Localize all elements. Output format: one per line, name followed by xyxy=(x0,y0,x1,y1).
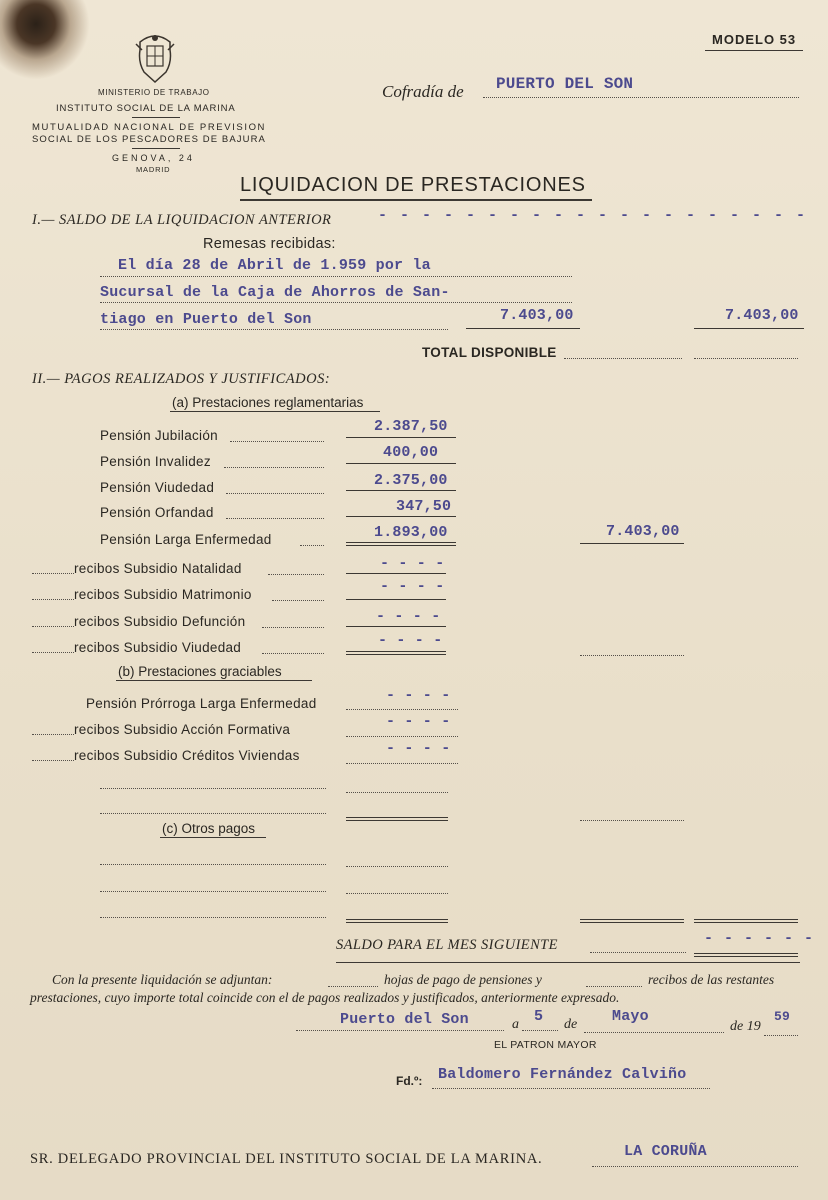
value-subsidio-viudedad: - - - - xyxy=(378,632,443,649)
fill-line xyxy=(592,1166,798,1167)
fill-line xyxy=(346,709,458,710)
fill-line xyxy=(230,441,324,442)
title-underline xyxy=(240,199,592,201)
label-prorroga-larga-enfermedad: Pensión Prórroga Larga Enfermedad xyxy=(86,696,317,711)
ministry-line-3: MUTUALIDAD NACIONAL DE PREVISION xyxy=(32,122,267,133)
fdo-label: Fd.º: xyxy=(396,1074,423,1088)
fill-line xyxy=(100,813,326,814)
amount-line xyxy=(694,328,804,329)
page-title: LIQUIDACION DE PRESTACIONES xyxy=(240,174,586,196)
ministry-line-2: INSTITUTO SOCIAL DE LA MARINA xyxy=(56,103,236,114)
label-subsidio-defuncion: recibos Subsidio Defunción xyxy=(74,614,246,629)
value-subsidio-defuncion: - - - - xyxy=(376,608,441,625)
amount-double-line xyxy=(346,919,448,923)
adjuntan-text-3: recibos de las restantes xyxy=(648,972,775,987)
label-pension-invalidez: Pensión Invalidez xyxy=(100,454,211,469)
fill-line xyxy=(32,599,74,600)
fill-line xyxy=(328,986,378,987)
amount-line xyxy=(346,573,446,574)
label-pension-jubilacion: Pensión Jubilación xyxy=(100,428,218,443)
sub-a-underline xyxy=(170,411,380,412)
amount-double-line xyxy=(694,953,798,957)
label-creditos-viviendas: recibos Subsidio Créditos Viviendas xyxy=(74,748,300,763)
value-subsidio-natalidad: - - - - xyxy=(380,555,445,572)
patron-mayor-label: EL PATRON MAYOR xyxy=(494,1039,597,1051)
fill-line xyxy=(522,1030,558,1031)
label-pension-larga-enfermedad: Pensión Larga Enfermedad xyxy=(100,532,272,547)
fill-line xyxy=(32,573,74,574)
month-value: Mayo xyxy=(612,1008,649,1025)
amount-double-line xyxy=(694,919,798,923)
amount-double-line xyxy=(346,817,448,821)
section-1-dashes: - - - - - - - - - - - - - - - - - - - - xyxy=(378,207,808,224)
fill-line xyxy=(590,952,686,953)
adjuntan-text-1: Con la presente liquidación se adjuntan: xyxy=(52,972,273,987)
fill-line xyxy=(100,302,572,303)
sub-c-underline xyxy=(160,837,266,838)
divider xyxy=(132,117,180,118)
fill-line xyxy=(300,545,324,546)
fill-line xyxy=(584,1032,724,1033)
remesa-line-2: Sucursal de la Caja de Ahorros de San- xyxy=(100,284,450,301)
ministry-line-1: MINISTERIO DE TRABAJO xyxy=(98,88,210,97)
value-subsidio-matrimonio: - - - - xyxy=(380,578,445,595)
fill-line xyxy=(32,760,74,761)
amount-double-line xyxy=(580,919,684,923)
year-value: 59 xyxy=(774,1009,791,1024)
fill-line xyxy=(346,736,458,737)
saldo-value: - - - - - - xyxy=(704,930,815,947)
fill-line xyxy=(346,893,448,894)
section-2-heading: II.— PAGOS REALIZADOS Y JUSTIFICADOS: xyxy=(32,371,331,387)
fill-line xyxy=(564,358,682,359)
fill-line xyxy=(100,891,326,892)
amount-line xyxy=(346,599,446,600)
fill-line xyxy=(100,864,326,865)
fill-line xyxy=(580,655,684,656)
a-label: a xyxy=(512,1017,519,1032)
fill-line xyxy=(32,652,74,653)
divider xyxy=(336,962,800,963)
coat-of-arms-icon xyxy=(134,32,176,84)
remesa-line-1: El día 28 de Abril de 1.959 por la xyxy=(118,257,431,274)
fill-line xyxy=(272,600,324,601)
adjuntan-text-4: prestaciones, cuyo importe total coincide con el de pagos realizados y justificados, anteriormente expresado. xyxy=(30,990,620,1005)
province-value: LA CORUÑA xyxy=(624,1143,707,1160)
remesa-amount: 7.403,00 xyxy=(500,307,574,324)
total-a-value: 7.403,00 xyxy=(606,523,680,540)
signer-name: Baldomero Fernández Calviño xyxy=(438,1066,687,1083)
label-accion-formativa: recibos Subsidio Acción Formativa xyxy=(74,722,291,737)
value-pension-orfandad: 347,50 xyxy=(396,498,452,515)
address-line-2: MADRID xyxy=(136,165,171,174)
day-value: 5 xyxy=(534,1008,544,1025)
fill-line xyxy=(346,866,448,867)
fill-line xyxy=(483,97,799,98)
amount-line xyxy=(346,437,456,438)
value-creditos-viviendas: - - - - xyxy=(386,740,451,757)
fill-line xyxy=(586,986,642,987)
divider xyxy=(705,50,803,51)
amount-line xyxy=(346,490,456,491)
label-pension-orfandad: Pensión Orfandad xyxy=(100,505,214,520)
amount-line xyxy=(346,463,456,464)
label-subsidio-natalidad: recibos Subsidio Natalidad xyxy=(74,561,242,576)
address-line-1: GENOVA, 24 xyxy=(112,153,195,163)
divider xyxy=(132,148,180,149)
fill-line xyxy=(764,1035,798,1036)
fill-line xyxy=(100,917,326,918)
fill-line xyxy=(262,653,324,654)
sub-b-heading: (b) Prestaciones graciables xyxy=(118,664,282,679)
modelo-label: MODELO 53 xyxy=(712,32,797,47)
fill-line xyxy=(32,626,74,627)
remesa-line-3: tiago en Puerto del Son xyxy=(100,311,312,328)
saldo-label: SALDO PARA EL MES SIGUIENTE xyxy=(336,937,558,953)
amount-double-line xyxy=(346,542,456,546)
fill-line xyxy=(32,734,74,735)
value-pension-invalidez: 400,00 xyxy=(383,444,439,461)
ink-stain xyxy=(0,0,90,80)
fill-line xyxy=(346,792,448,793)
fill-line xyxy=(346,763,458,764)
value-pension-jubilacion: 2.387,50 xyxy=(374,418,448,435)
fill-line xyxy=(224,467,324,468)
value-prorroga-larga-enfermedad: - - - - xyxy=(386,687,451,704)
de-label: de xyxy=(564,1017,578,1032)
fill-line xyxy=(694,358,798,359)
delegado-line: SR. DELEGADO PROVINCIAL DEL INSTITUTO SOCIAL DE LA MARINA. xyxy=(30,1151,543,1167)
fill-line xyxy=(100,329,448,330)
fill-line xyxy=(100,276,572,277)
sub-a-heading: (a) Prestaciones reglamentarias xyxy=(172,395,364,410)
sub-c-heading: (c) Otros pagos xyxy=(162,821,256,836)
amount-line xyxy=(580,543,684,544)
cofradia-value: PUERTO DEL SON xyxy=(496,75,634,93)
place-value: Puerto del Son xyxy=(340,1011,469,1028)
label-pension-viudedad: Pensión Viudedad xyxy=(100,480,215,495)
value-accion-formativa: - - - - xyxy=(386,713,451,730)
fill-line xyxy=(226,518,324,519)
adjuntan-text-2: hojas de pago de pensiones y xyxy=(384,972,542,987)
ministry-line-4: SOCIAL DE LOS PESCADORES DE BAJURA xyxy=(32,134,266,145)
fill-line xyxy=(268,574,324,575)
value-pension-viudedad: 2.375,00 xyxy=(374,472,448,489)
amount-line xyxy=(346,516,456,517)
amount-line xyxy=(466,328,580,329)
value-pension-larga-enfermedad: 1.893,00 xyxy=(374,524,448,541)
fill-line xyxy=(432,1088,710,1089)
fill-line xyxy=(296,1030,504,1031)
total-disponible-label: TOTAL DISPONIBLE xyxy=(422,345,557,360)
sub-b-underline xyxy=(116,680,312,681)
label-subsidio-matrimonio: recibos Subsidio Matrimonio xyxy=(74,587,252,602)
fill-line xyxy=(262,627,324,628)
label-subsidio-viudedad: recibos Subsidio Viudedad xyxy=(74,640,242,655)
fill-line xyxy=(100,788,326,789)
cofradia-label: Cofradía de xyxy=(382,82,464,101)
remesas-label: Remesas recibidas: xyxy=(203,236,336,252)
fill-line xyxy=(580,820,684,821)
year-label: de 19 xyxy=(730,1019,761,1034)
amount-line xyxy=(346,626,446,627)
remesa-total: 7.403,00 xyxy=(725,307,799,324)
section-1-heading: I.— SALDO DE LA LIQUIDACION ANTERIOR xyxy=(32,212,332,228)
amount-double-line xyxy=(346,651,446,655)
fill-line xyxy=(226,493,324,494)
